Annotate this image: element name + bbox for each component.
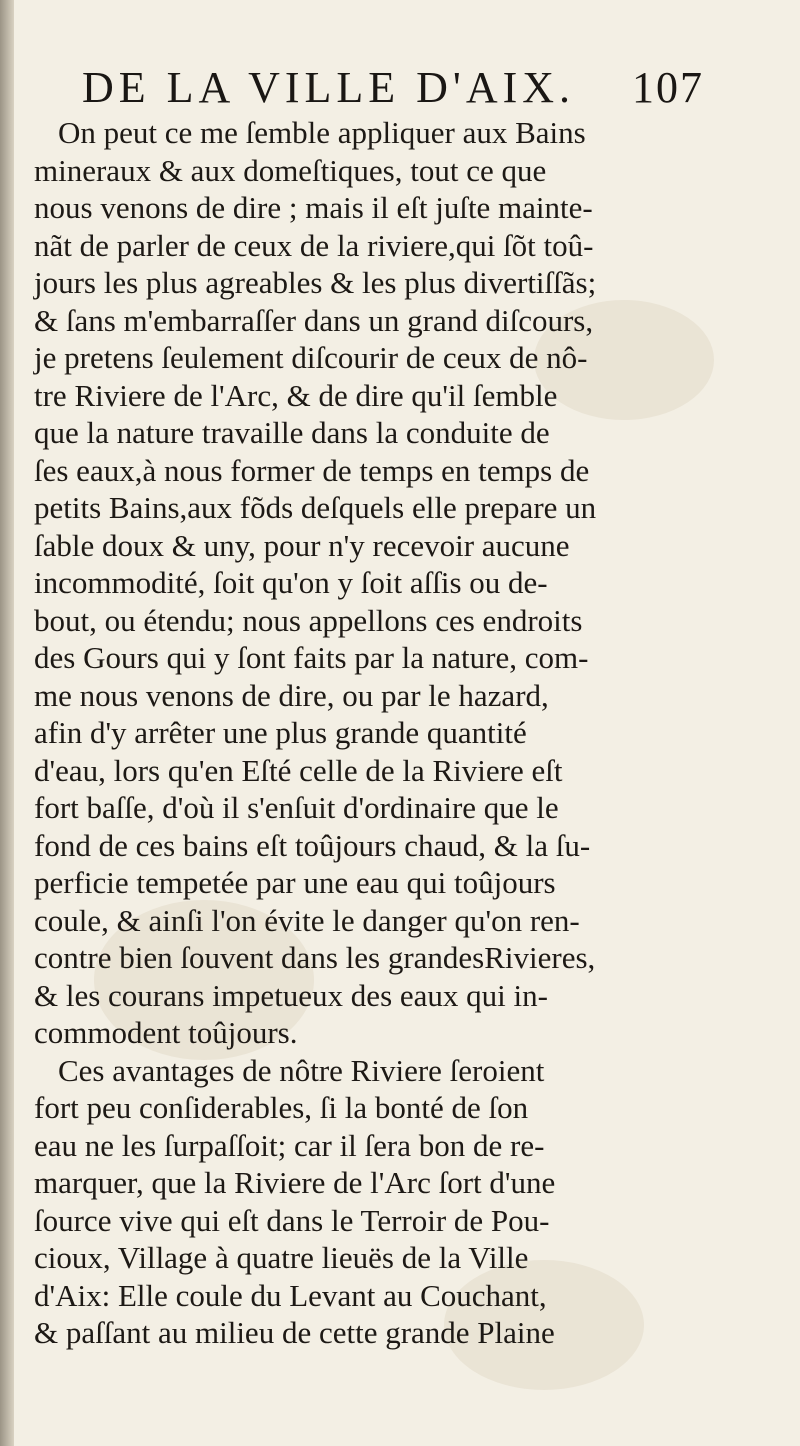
text-line: bout, ou étendu; nous appellons ces endroits (34, 602, 583, 638)
text-line: ſable doux & uny, pour n'y recevoir aucune (34, 527, 570, 563)
text-line: fort peu conſiderables, ſi la bonté de ſon (34, 1090, 529, 1125)
text-line: & ſans m'embarraſſer dans un grand diſcours, (34, 302, 594, 338)
text-line: d'Aix: Elle coule du Levant au Couchant, (34, 1277, 547, 1313)
text-line: nous venons de dire ; mais il eſt juſte mainte- (34, 190, 593, 225)
text-line: nãt de parler de ceux de la riviere,qui ſõt toû- (34, 227, 594, 263)
page-number: 107 (632, 63, 704, 112)
text-line: contre bien ſouvent dans les grandesRivieres, (34, 940, 596, 975)
text-line: & les courans impetueux des eaux qui in- (34, 977, 548, 1013)
text-line: & paſſant au milieu de cette grande Plaine (34, 1315, 555, 1350)
text-line: eau ne les ſurpaſſoit; car il ſera bon de re- (34, 1127, 545, 1163)
text-line: fort baſſe, d'où il s'enſuit d'ordinaire que le (34, 790, 559, 825)
text-line: On peut ce me ſemble appliquer aux Bains (58, 115, 586, 150)
text-line: Ces avantages de nôtre Riviere ſeroient (58, 1052, 545, 1088)
text-line: que la nature travaille dans la conduite de (34, 415, 550, 450)
text-line: cioux, Village à quatre lieuës de la Ville (34, 1240, 529, 1275)
text-line: ſes eaux,à nous former de temps en temps de (34, 452, 590, 488)
page-sheet (14, 0, 800, 1446)
text-line: me nous venons de dire, ou par le hazard, (34, 677, 549, 713)
text-line: tre Riviere de l'Arc, & de dire qu'il ſemble (34, 377, 558, 413)
text-line: commodent toûjours. (34, 1015, 298, 1050)
text-line: afin d'y arrêter une plus grande quantité (34, 715, 527, 750)
text-line: mineraux & aux domeſtiques, tout ce que (34, 152, 547, 188)
text-line: d'eau, lors qu'en Eſté celle de la Riviere eſt (34, 752, 563, 788)
binding-shadow (0, 0, 14, 1446)
running-head: DE LA VILLE D'AIX. (82, 63, 576, 112)
page-header (82, 62, 722, 118)
text-line: fond de ces bains eſt toûjours chaud, & la ſu- (34, 827, 591, 863)
text-line: coule, & ainſi l'on évite le danger qu'on ren- (34, 902, 580, 938)
text-line: perficie tempetée par une eau qui toûjours (34, 865, 556, 900)
text-line: ſource vive qui eſt dans le Terroir de Pou- (34, 1202, 550, 1238)
text-line: jours les plus agreables & les plus divertiſſãs; (34, 265, 597, 300)
text-line: petits Bains,aux fõds deſquels elle prepare un (34, 490, 597, 525)
text-line: je pretens ſeulement diſcourir de ceux de nô- (34, 340, 588, 375)
text-line: des Gours qui y ſont faits par la nature, com- (34, 640, 589, 675)
text-line: marquer, que la Riviere de l'Arc ſort d'une (34, 1165, 556, 1200)
text-line: incommodité, ſoit qu'on y ſoit aſſis ou de- (34, 565, 548, 600)
